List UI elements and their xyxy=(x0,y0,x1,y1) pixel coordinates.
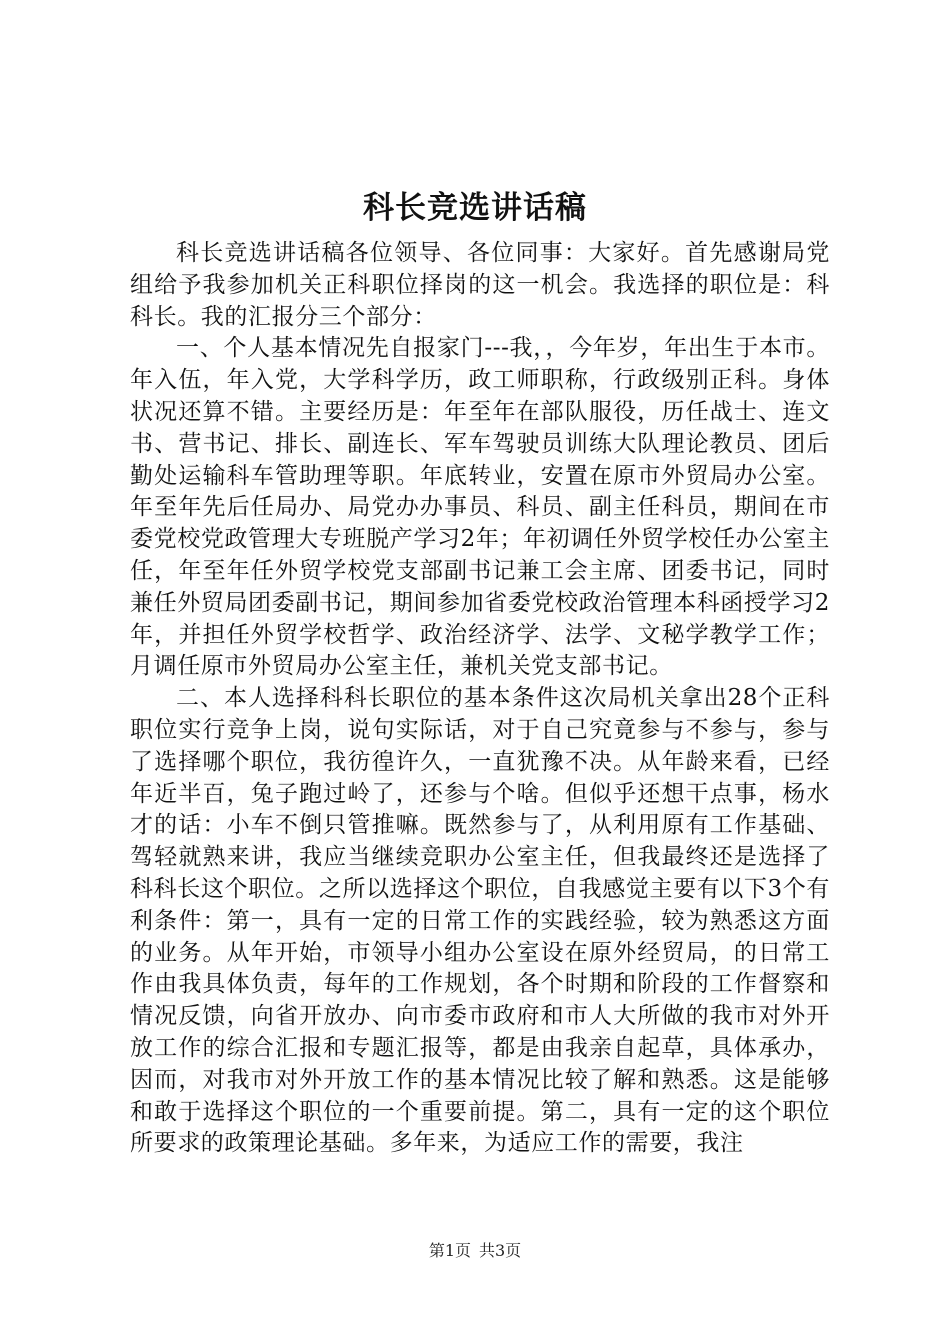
page-total: 共3页 xyxy=(479,1241,522,1260)
document-title: 科长竞选讲话稿 xyxy=(363,190,587,226)
paragraph-personal-background: 一、个人基本情况先自报家门---我，，今年岁，年出生于本市。年入伍，年入党，大学科学历，政工师职称，行政级别正科。身体状况还算不错。主要经历是：年至年在部队服役，历任战士、连文书、营书记、排长、副连长、军车驾驶员训练大队理论教员、团后勤处运输科车管助理等职。年底转业，安置在原市外贸局办公室。年至年先后任局办、局党办办事员、科员、副主任科员，期间在市委党校党政管理大专班脱产学习2年；年初调任外贸学校任办公室主任，年至年任外贸学校党支部副书记兼工会主席、团委书记，同时兼任外贸局团委副书记，期间参加省委党校政治管理本科函授学习2年，并担任外贸学校哲学、政治经济学、法学、文秘学教学工作；月调任原市外贸局办公室主任，兼机关党支部书记。 xyxy=(130,335,830,680)
paragraph-intro: 科长竞选讲话稿各位领导、各位同事：大家好。首先感谢局党组给予我参加机关正科职位择岗的这一机会。我选择的职位是：科科长。我的汇报分三个部分： xyxy=(130,240,830,330)
paragraph-qualifications: 二、本人选择科科长职位的基本条件这次局机关拿出28个正科职位实行竞争上岗，说句实际话，对于自己究竟参与不参与，参与了选择哪个职位，我彷徨许久，一直犹豫不决。从年龄来看，已经年近半百，兔子跑过岭了，还参与个啥。但似乎还想干点事，杨水才的话：小车不倒只管推嘛。既然参与了，从利用原有工作基础、驾轻就熟来讲，我应当继续竞职办公室主任，但我最终还是选择了科科长这个职位。之所以选择这个职位，自我感觉主要有以下3个有利条件：第一，具有一定的日常工作的实践经验，较为熟悉这方面的业务。从年开始，市领导小组办公室设在原外经贸局，的日常工作由我具体负责，每年的工作规划，各个时期和阶段的工作督察和情况反馈，向省开放办、向市委市政府和市人大所做的我市对外开放工作的综合汇报和专题汇报等，都是由我亲自起草，具体承办，因而，对我市对外开放工作的基本情况比较了解和熟悉。这是能够和敢于选择这个职位的一个重要前提。第二，具有一定的这个职位所要求的政策理论基础。多年来，为适应工作的需要，我注 xyxy=(130,685,830,1157)
document-body xyxy=(130,238,830,1160)
page-number: 第1页 xyxy=(428,1241,471,1260)
page-footer xyxy=(0,1240,950,1262)
